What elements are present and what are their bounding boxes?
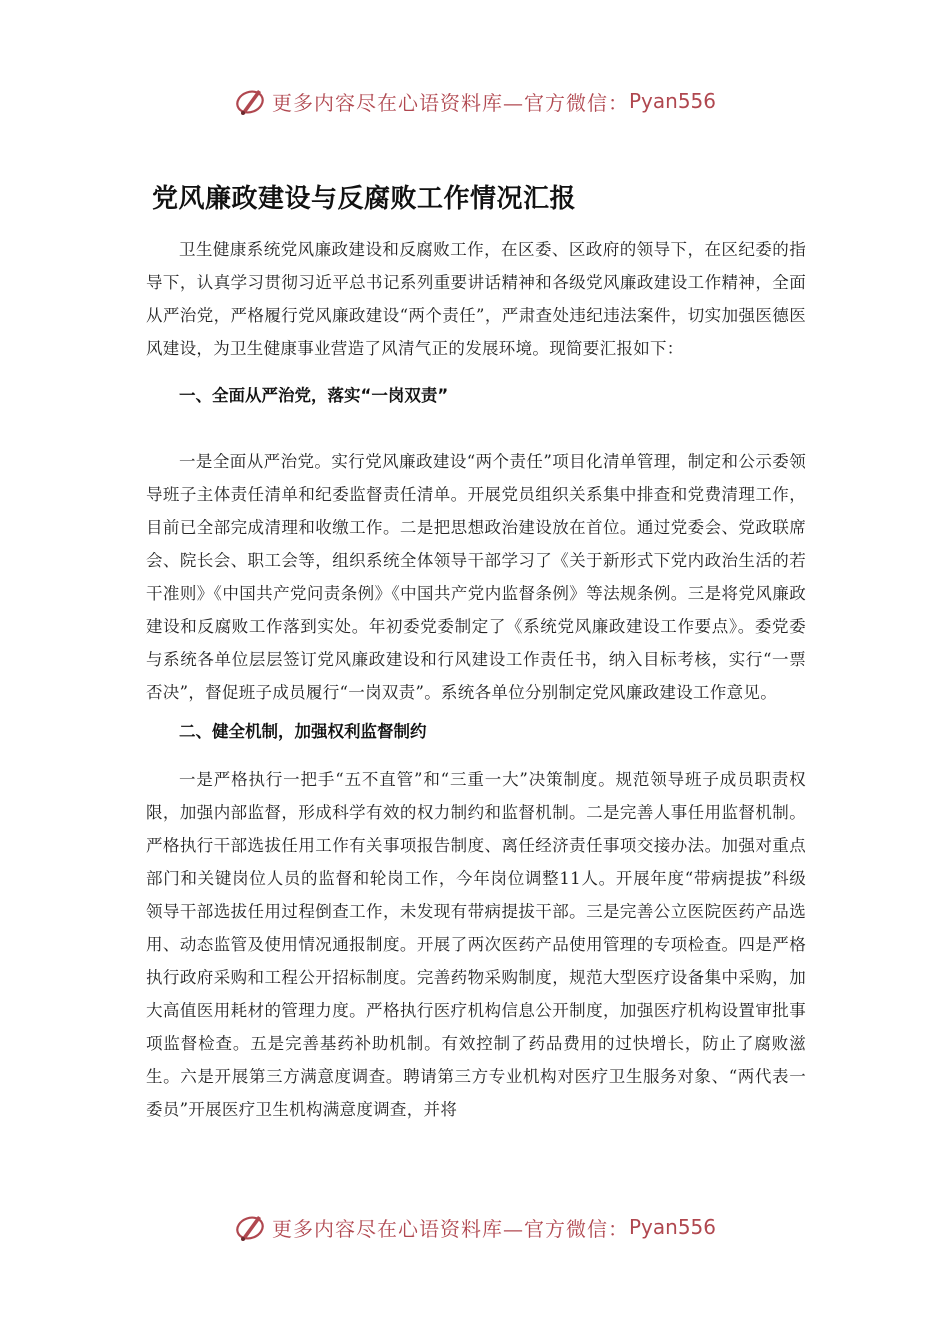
- watermark-text: 更多内容尽在心语资料库—官方微信：: [271, 90, 629, 115]
- section-2-heading: 二、健全机制，加强权利监督制约: [179, 722, 427, 741]
- section-1-body: 一是全面从严治党。实行党风廉政建设“两个责任”项目化清单管理，制定和公示委领导班子主体责任清单和纪委监督责任清单。开展党员组织关系集中排查和党费清理工作，目前已全部完成清理和收缴工作。二是把思想政治建设放在首位。通过党委会、党政联席会、院长会、职工会等，组织系统全体领导干部学习了《关于新形式下党内政治生活的若干准则》《中国共产党问责条例》《中国共产党内监督条例》等法规条例。三是将党风廉政建设和反腐败工作落到实处。年初委党委制定了《系统党风廉政建设工作要点》。委党委与系统各单位层层签订党风廉政建设和行风建设工作责任书，纳入目标考核，实行“一票否决”，督促班子成员履行“一岗双责”。系统各单位分别制定党风廉政建设工作意见。: [146, 452, 806, 702]
- watermark-banner-top: [0, 84, 950, 118]
- document-body: [146, 178, 806, 1126]
- section-2-body: 一是严格执行一把手“五不直管”和“三重一大”决策制度。规范领导班子成员职责权限，加强内部监督，形成科学有效的权力制约和监督机制。二是完善人事任用监督机制。严格执行干部选拔任用工作有关事项报告制度、离任经济责任事项交接办法。加强对重点部门和关键岗位人员的监督和轮岗工作，今年岗位调整11人。开展年度“带病提拔”科级领导干部选拔任用过程倒查工作，未发现有带病提拔干部。三是完善公立医院医药产品选用、动态监管及使用情况通报制度。开展了两次医药产品使用管理的专项检查。四是严格执行政府采购和工程公开招标制度。完善药物采购制度，规范大型医疗设备集中采购，加大高值医用耗材的管理力度。严格执行医疗机构信息公开制度，加强医疗机构设置审批事项监督检查。五是完善基药补助机制。有效控制了药品费用的过快增长，防止了腐败滋生。六是开展第三方满意度调查。聘请第三方专业机构对医疗卫生服务对象、“两代表一委员”开展医疗卫生机构满意度调查，并将: [146, 770, 806, 1119]
- pen-swirl-logo-icon: [234, 84, 268, 118]
- watermark-text: 更多内容尽在心语资料库—官方微信：: [271, 1216, 629, 1241]
- watermark-contact: Pyan556: [628, 89, 716, 113]
- section-1-heading: 一、全面从严治党，落实“一岗双责”: [179, 386, 449, 405]
- document-title: 党风廉政建设与反腐败工作情况汇报: [152, 184, 577, 214]
- pen-swirl-logo-icon: [234, 1210, 268, 1244]
- intro-paragraph: 卫生健康系统党风廉政建设和反腐败工作，在区委、区政府的领导下，在区纪委的指导下，认真学习贯彻习近平总书记系列重要讲话精神和各级党风廉政建设工作精神，全面从严治党，严格履行党风廉政建设“两个责任”，严肃查处违纪违法案件，切实加强医德医风建设，为卫生健康事业营造了风清气正的发展环境。现简要汇报如下：: [146, 240, 806, 358]
- watermark-contact: Pyan556: [628, 1215, 716, 1239]
- watermark-banner-bottom: [0, 1210, 950, 1244]
